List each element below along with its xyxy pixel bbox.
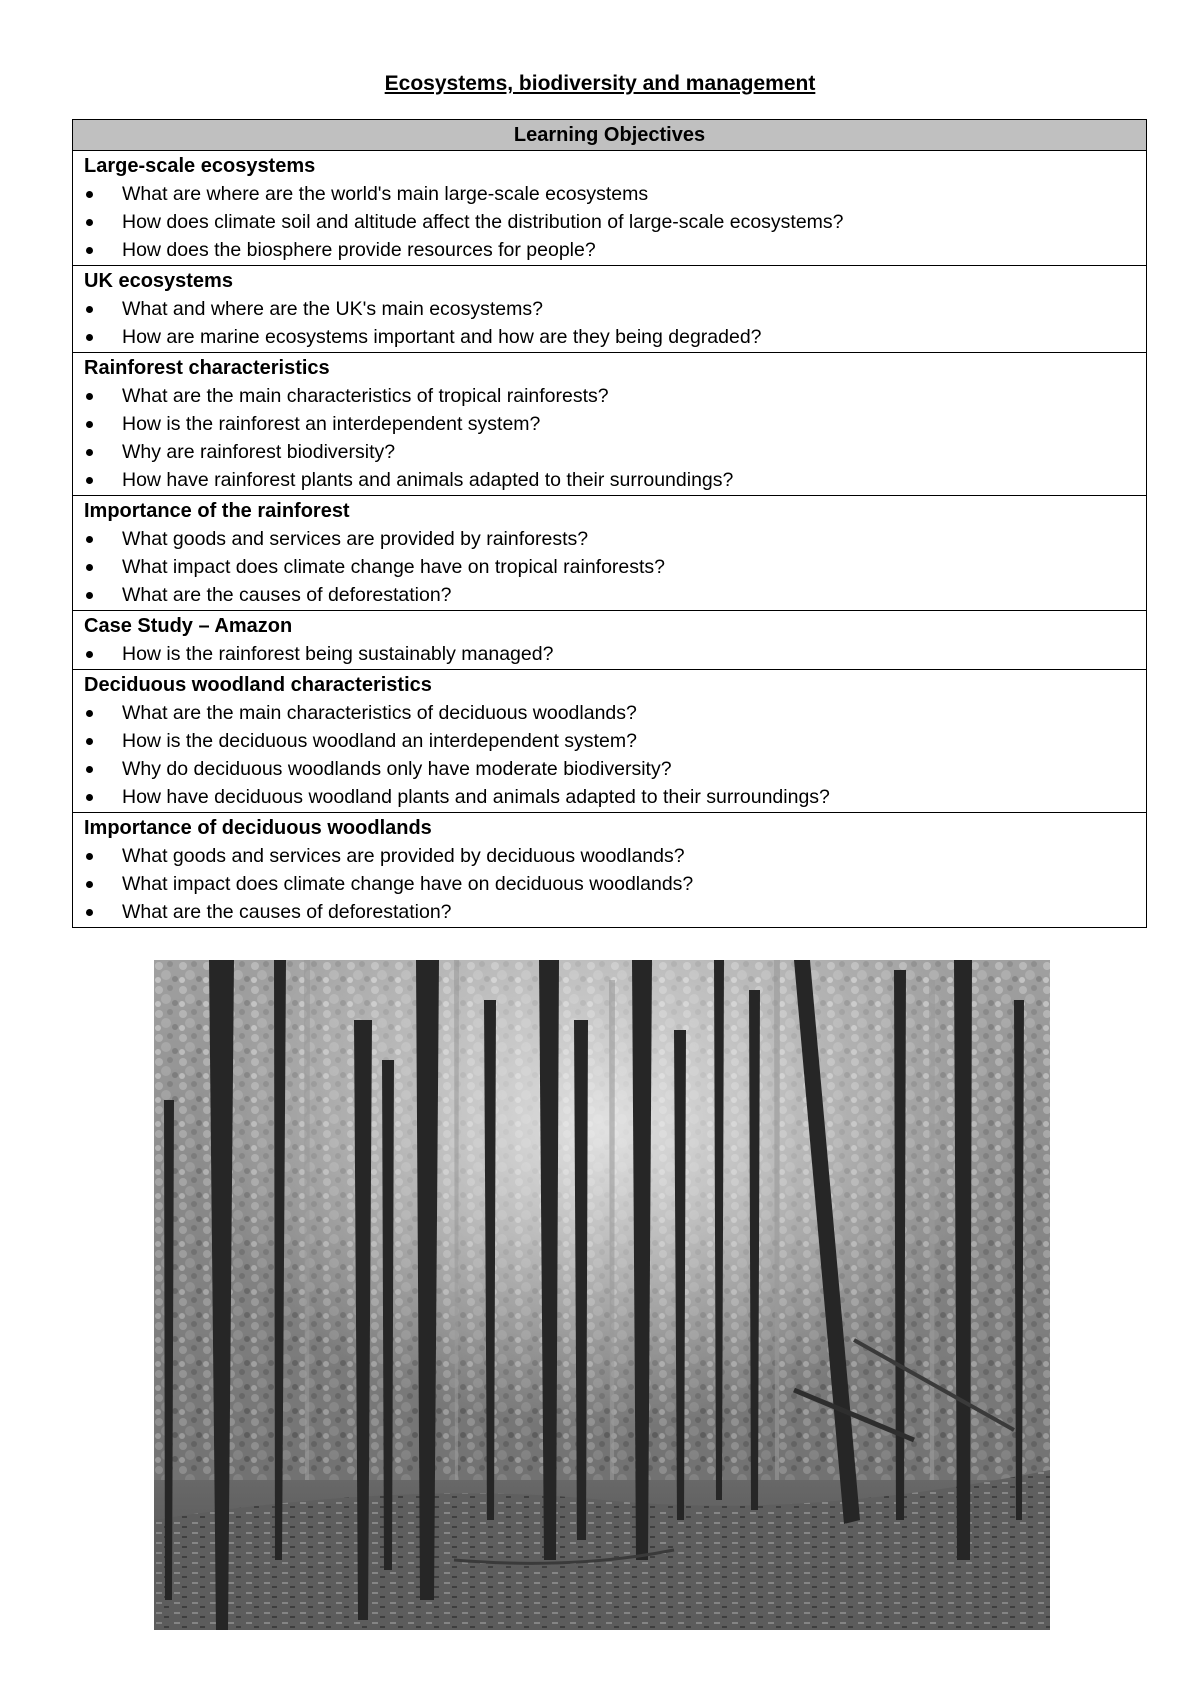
- objective-item: How does climate soil and altitude affect the distribution of large-scale ecosystems?: [84, 208, 1135, 236]
- table-header-row: [73, 120, 1147, 151]
- section-heading: Rainforest characteristics: [84, 357, 330, 379]
- objective-item: How have deciduous woodland plants and animals adapted to their surroundings?: [84, 783, 1135, 811]
- table-header: Learning Objectives: [73, 120, 1147, 151]
- objective-cell: [73, 151, 1147, 266]
- objective-item: How have rainforest plants and animals adapted to their surroundings?: [84, 466, 1135, 494]
- objective-section: [73, 266, 1147, 353]
- objective-item: What are the causes of deforestation?: [84, 581, 1135, 609]
- objective-item: Why do deciduous woodlands only have moderate biodiversity?: [84, 755, 1135, 783]
- objective-item: How is the rainforest an interdependent system?: [84, 410, 1135, 438]
- objective-list: [84, 640, 1135, 668]
- objective-section: [73, 496, 1147, 611]
- objective-item: What impact does climate change have on tropical rainforests?: [84, 553, 1135, 581]
- objective-item: What are the main characteristics of tropical rainforests?: [84, 382, 1135, 410]
- objective-item: What goods and services are provided by deciduous woodlands?: [84, 842, 1135, 870]
- objective-section: [73, 611, 1147, 670]
- learning-objectives-table: [72, 119, 1147, 928]
- objective-cell: [73, 353, 1147, 496]
- objective-cell: [73, 496, 1147, 611]
- section-heading: Importance of the rainforest: [84, 500, 350, 522]
- objective-cell: [73, 670, 1147, 813]
- objective-item: What are where are the world's main large-scale ecosystems: [84, 180, 1135, 208]
- objective-item: How is the deciduous woodland an interdependent system?: [84, 727, 1135, 755]
- objective-item: What impact does climate change have on deciduous woodlands?: [84, 870, 1135, 898]
- objective-list: [84, 295, 1135, 351]
- objective-list: [84, 525, 1135, 609]
- objective-section: [73, 670, 1147, 813]
- section-heading: Large-scale ecosystems: [84, 155, 316, 177]
- objective-item: What goods and services are provided by rainforests?: [84, 525, 1135, 553]
- page-title: Ecosystems, biodiversity and management: [384, 72, 816, 95]
- objective-list: [84, 180, 1135, 264]
- objective-item: What and where are the UK's main ecosystems?: [84, 295, 1135, 323]
- objective-section: [73, 813, 1147, 928]
- objective-item: What are the causes of deforestation?: [84, 898, 1135, 926]
- objective-item: What are the main characteristics of deciduous woodlands?: [84, 699, 1135, 727]
- section-heading: UK ecosystems: [84, 270, 233, 292]
- forest-photo: [154, 960, 1050, 1630]
- objective-section: [73, 353, 1147, 496]
- objective-cell: [73, 266, 1147, 353]
- objective-cell: [73, 611, 1147, 670]
- objective-item: How is the rainforest being sustainably managed?: [84, 640, 1135, 668]
- section-heading: Case Study – Amazon: [84, 615, 293, 637]
- objective-item: How does the biosphere provide resources for people?: [84, 236, 1135, 264]
- objective-cell: [73, 813, 1147, 928]
- objective-list: [84, 699, 1135, 811]
- objective-list: [84, 842, 1135, 926]
- objective-section: [73, 151, 1147, 266]
- section-heading: Importance of deciduous woodlands: [84, 817, 432, 839]
- objective-item: Why are rainforest biodiversity?: [84, 438, 1135, 466]
- section-heading: Deciduous woodland characteristics: [84, 674, 432, 696]
- objective-list: [84, 382, 1135, 494]
- objective-item: How are marine ecosystems important and how are they being degraded?: [84, 323, 1135, 351]
